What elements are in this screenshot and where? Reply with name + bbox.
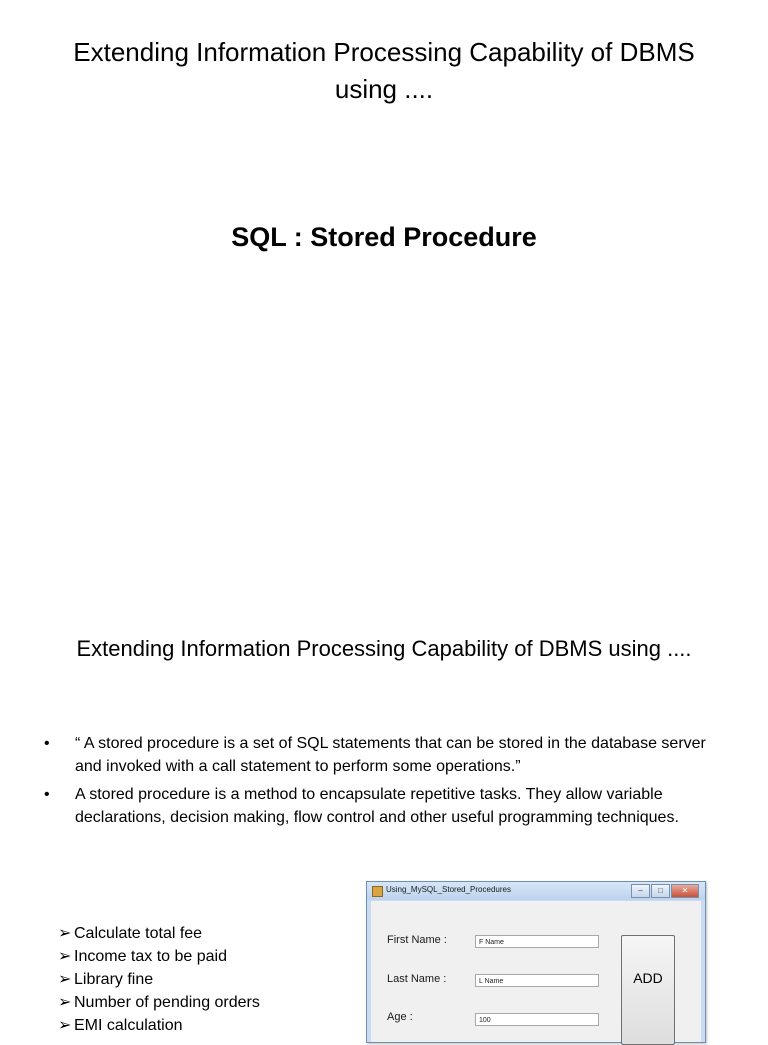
content-slide: [0, 576, 768, 1034]
example-text: Number of pending orders: [74, 994, 260, 1011]
bullet-icon: •: [44, 786, 50, 803]
minimize-icon[interactable]: –: [631, 884, 650, 898]
bullet-item: [40, 783, 730, 829]
age-label: Age :: [387, 1011, 413, 1023]
close-icon[interactable]: ✕: [671, 884, 699, 898]
app-window-screenshot: [366, 881, 706, 1043]
arrow-bullet-icon: ➢: [58, 925, 72, 942]
arrow-bullet-icon: ➢: [58, 971, 72, 988]
examples-list: [58, 922, 260, 1037]
bullet-item: [40, 732, 730, 778]
example-text: Income tax to be paid: [74, 948, 227, 965]
example-item: [58, 991, 260, 1014]
add-button[interactable]: ADD: [621, 935, 675, 1045]
last-name-label: Last Name :: [387, 973, 447, 985]
example-item: [58, 945, 260, 968]
bullet-list: [40, 732, 730, 834]
arrow-bullet-icon: ➢: [58, 948, 72, 965]
window-title: Using_MySQL_Stored_Procedures: [386, 885, 511, 894]
arrow-bullet-icon: ➢: [58, 1017, 72, 1034]
example-item: [58, 922, 260, 945]
bullet-text: “ A stored procedure is a set of SQL statements that can be stored in the database server and invoked with a call statement to perform some operations.”: [75, 735, 706, 775]
slide-subtitle: SQL : Stored Procedure: [231, 222, 537, 252]
bullet-icon: •: [44, 735, 50, 752]
window-titlebar: [367, 882, 705, 900]
maximize-icon[interactable]: □: [651, 884, 670, 898]
window-client-area: [371, 901, 701, 1042]
bullet-text: A stored procedure is a method to encapsulate repetitive tasks. They allow variable declarations, decision making, flow control and other useful programming techniques.: [75, 786, 679, 826]
app-icon: [372, 886, 383, 897]
example-item: [58, 968, 260, 991]
first-name-input[interactable]: F Name: [475, 935, 599, 948]
example-text: EMI calculation: [74, 1017, 183, 1034]
age-input[interactable]: 100: [475, 1013, 599, 1026]
example-item: [58, 1014, 260, 1037]
first-name-label: First Name :: [387, 934, 447, 946]
example-text: Library fine: [74, 971, 154, 988]
last-name-input[interactable]: L Name: [475, 974, 599, 987]
window-controls: [630, 884, 699, 898]
slide-title: Extending Information Processing Capability of DBMS using ....: [76, 636, 692, 661]
example-text: Calculate total fee: [74, 925, 203, 942]
slide-title: Extending Information Processing Capability of DBMS using ....: [73, 37, 695, 104]
arrow-bullet-icon: ➢: [58, 994, 72, 1011]
